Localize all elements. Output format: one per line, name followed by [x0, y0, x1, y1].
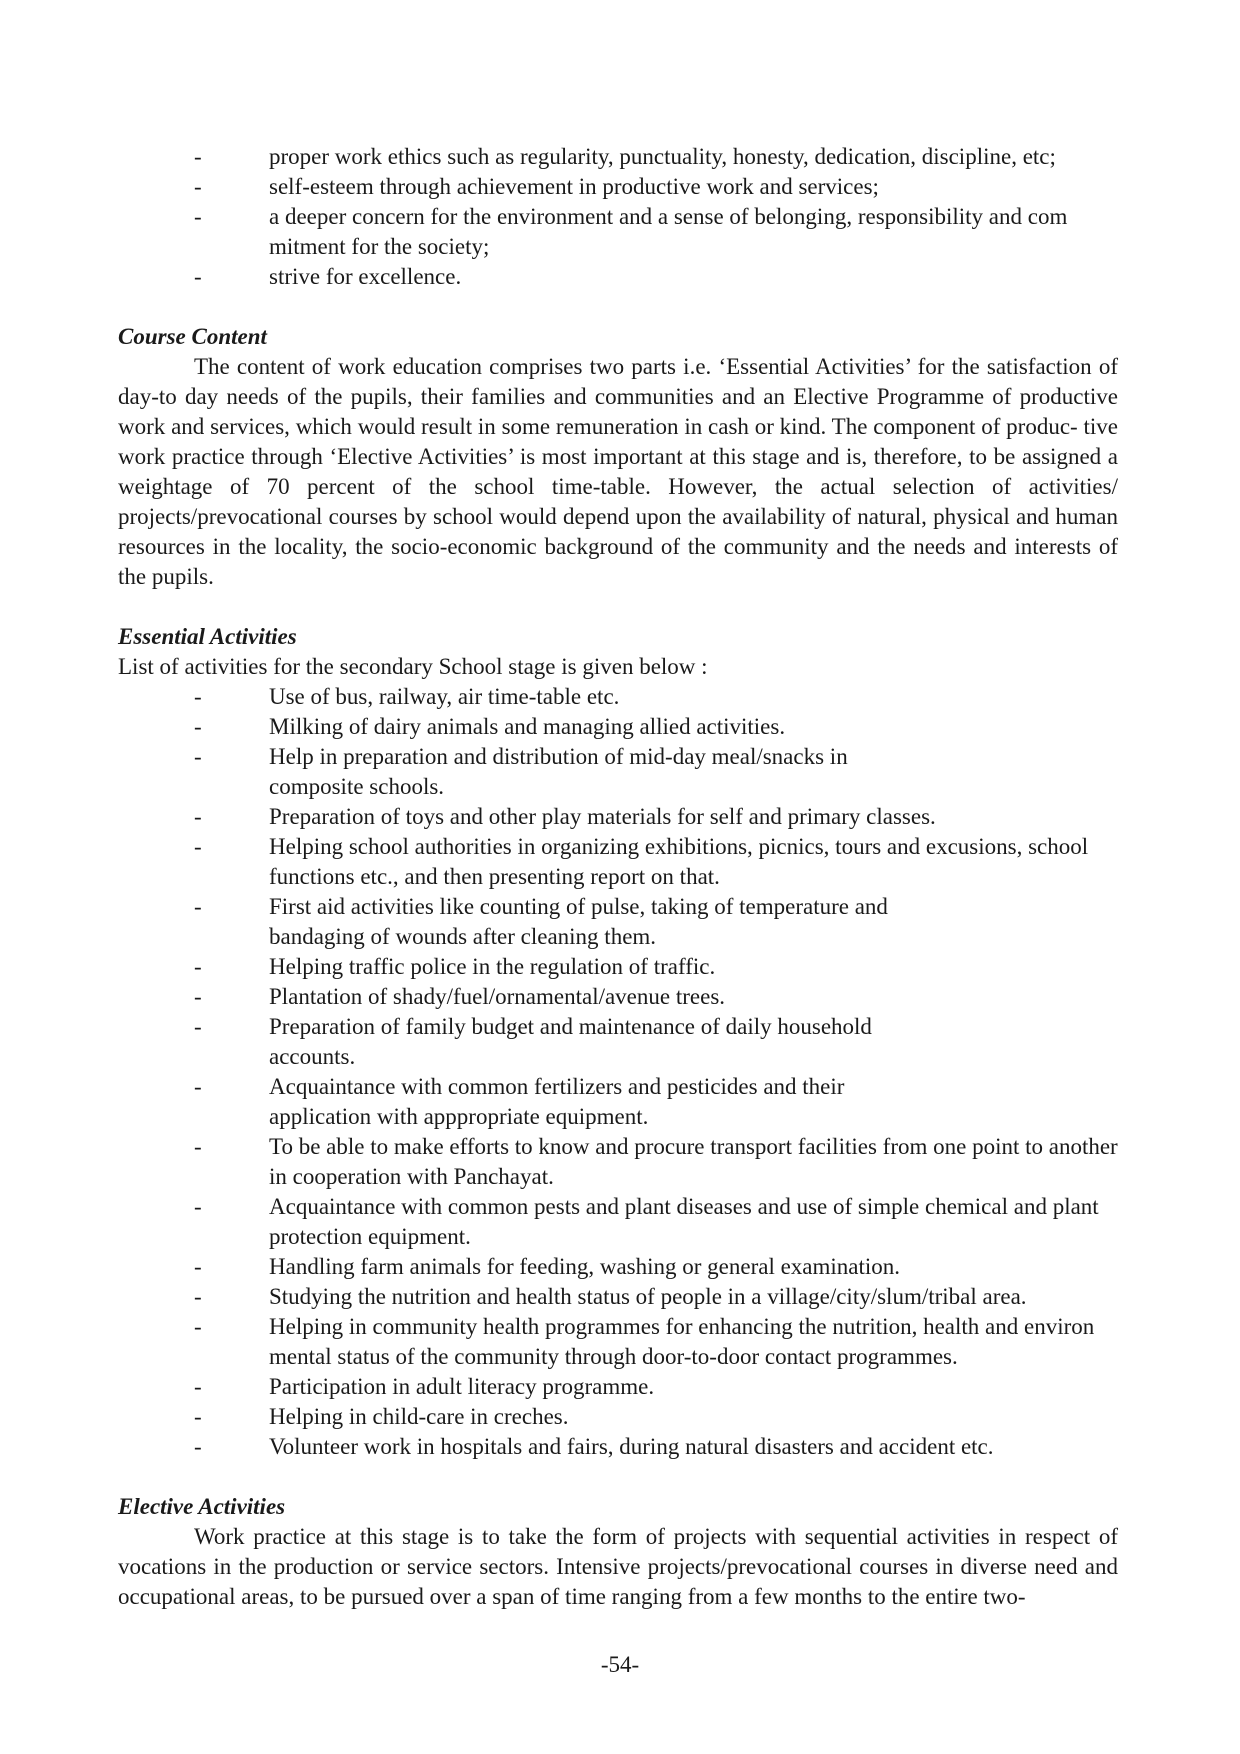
bullet-marker: - [194, 684, 202, 709]
list-item [118, 202, 1118, 262]
list-item-text: Helping in child-care in creches. [269, 1404, 569, 1429]
list-item-text: Milking of dairy animals and managing allied activities. [269, 714, 786, 739]
essential-activities-heading: Essential Activities [118, 624, 297, 649]
list-item [118, 172, 1118, 202]
list-item [118, 892, 1118, 952]
list-item [118, 1402, 1118, 1432]
list-item [118, 142, 1118, 172]
bullet-marker: - [194, 144, 202, 169]
list-item-text: First aid activities like counting of pulse, taking of temperature and bandaging of wounds after cleaning them. [269, 894, 888, 949]
essential-activities-list [118, 682, 1118, 1462]
bullet-marker: - [194, 1014, 202, 1039]
bullet-marker: - [194, 1134, 202, 1159]
list-item-text: Volunteer work in hospitals and fairs, during natural disasters and accident etc. [269, 1434, 994, 1459]
list-item-text: Participation in adult literacy programme. [269, 1374, 655, 1399]
list-item-text: Help in preparation and distribution of mid-day meal/snacks in composite schools. [269, 744, 848, 799]
list-item-text: Preparation of toys and other play materials for self and primary classes. [269, 804, 936, 829]
bullet-marker: - [194, 984, 202, 1009]
course-content-paragraph: The content of work education comprises two parts i.e. ‘Essential Activities’ for the satisfaction of day-to day needs of the pupils, their families and communities and an Elective Programme of productive work and services, which would result in some remuneration in cash or kind. The component of produc- tive work practice through ‘Elective Activities’ is most important at this stage and is, therefore, to be assigned a weightage of 70 percent of the school time-table. However, the actual selection of activities/ projects/prevocational courses by school would depend upon the availability of natural, physical and human resources in the locality, the socio-economic background of the community and the needs and interests of the pupils. [118, 354, 1118, 589]
bullet-marker: - [194, 714, 202, 739]
bullet-marker: - [194, 744, 202, 769]
list-item [118, 742, 1118, 802]
list-item [118, 952, 1118, 982]
list-item [118, 712, 1118, 742]
list-item [118, 262, 1118, 292]
list-item [118, 982, 1118, 1012]
list-item [118, 1432, 1118, 1462]
bullet-marker: - [194, 174, 202, 199]
list-item-text: Helping traffic police in the regulation of traffic. [269, 954, 716, 979]
list-item [118, 1282, 1118, 1312]
list-item-text: a deeper concern for the environment and a sense of belonging, responsibility and com mitment for the society; [269, 204, 1068, 259]
elective-activities-paragraph: Work practice at this stage is to take the form of projects with sequential activities in respect of vocations in the production or service sectors. Intensive projects/prevocational courses in diverse need and occupational areas, to be pursued over a span of time ranging from a few months to the entire two- [118, 1524, 1118, 1609]
list-item-text: To be able to make efforts to know and procure transport facilities from one point to another in cooperation with Panchayat. [269, 1134, 1118, 1189]
list-item [118, 1132, 1118, 1192]
list-item [118, 1012, 1118, 1072]
bullet-marker: - [194, 1074, 202, 1099]
list-item-text: Handling farm animals for feeding, washing or general examination. [269, 1254, 901, 1279]
page-number: -54- [600, 1652, 640, 1677]
list-item-text: Acquaintance with common pests and plant diseases and use of simple chemical and plant protection equipment. [269, 1194, 1099, 1249]
list-item [118, 832, 1118, 892]
list-item [118, 682, 1118, 712]
list-item-text: Helping school authorities in organizing exhibitions, picnics, tours and excusions, school functions etc., and then presenting report on that. [269, 834, 1089, 889]
bullet-marker: - [194, 1434, 202, 1459]
list-item-text: Preparation of family budget and maintenance of daily household accounts. [269, 1014, 872, 1069]
list-item-text: Studying the nutrition and health status of people in a village/city/slum/tribal area. [269, 1284, 1027, 1309]
bullet-marker: - [194, 1284, 202, 1309]
bullet-marker: - [194, 954, 202, 979]
list-item-text: Acquaintance with common fertilizers and pesticides and their application with apppropriate equipment. [269, 1074, 845, 1129]
list-item [118, 1372, 1118, 1402]
bullet-marker: - [194, 204, 202, 229]
list-item [118, 1072, 1118, 1132]
bullet-marker: - [194, 1194, 202, 1219]
bullet-marker: - [194, 804, 202, 829]
bullet-marker: - [194, 1254, 202, 1279]
list-item-text: strive for excellence. [269, 264, 462, 289]
bullet-marker: - [194, 1374, 202, 1399]
list-item-text: Plantation of shady/fuel/ornamental/avenue trees. [269, 984, 726, 1009]
elective-activities-heading: Elective Activities [118, 1494, 286, 1519]
bullet-marker: - [194, 834, 202, 859]
list-item [118, 1312, 1118, 1372]
list-item [118, 1192, 1118, 1252]
bullet-marker: - [194, 1404, 202, 1429]
list-item [118, 1252, 1118, 1282]
essential-activities-lead: List of activities for the secondary School stage is given below : [118, 654, 708, 679]
page-content [118, 142, 1118, 1612]
bullet-marker: - [194, 894, 202, 919]
list-item [118, 802, 1118, 832]
bullet-marker: - [194, 264, 202, 289]
list-item-text: self-esteem through achievement in productive work and services; [269, 174, 879, 199]
list-item-text: proper work ethics such as regularity, punctuality, honesty, dedication, discipline, etc; [269, 144, 1056, 169]
list-item-text: Helping in community health programmes for enhancing the nutrition, health and environ mental status of the community through door-to-door contact programmes. [269, 1314, 1095, 1369]
intro-list [118, 142, 1118, 292]
course-content-heading: Course Content [118, 324, 267, 349]
bullet-marker: - [194, 1314, 202, 1339]
list-item-text: Use of bus, railway, air time-table etc. [269, 684, 620, 709]
